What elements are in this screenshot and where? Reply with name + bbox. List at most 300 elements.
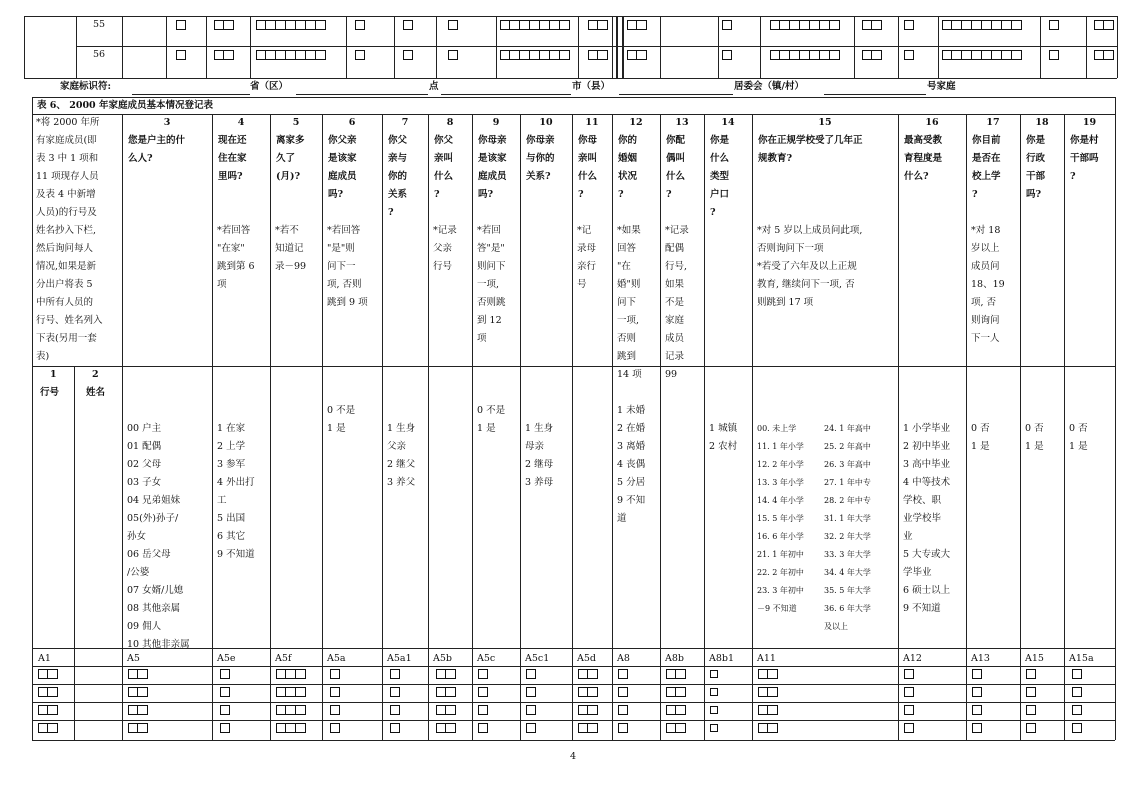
education-code: 12. 2 年小学 [757,460,804,469]
instruction-note: *对 5 岁以上成员问此项, [757,225,863,236]
instruction-note: 教育, 继续问下一项, 否 [757,279,855,290]
question-text: 婚姻 [618,153,638,164]
answer-field[interactable] [1072,705,1082,717]
question-text: 吗? [1026,189,1042,200]
answer-box[interactable] [904,705,914,715]
answer-option: 9 不知道 [217,549,255,560]
instruction-note: 项, 否 [971,297,997,308]
answer-box[interactable] [1026,723,1036,733]
answer-option: 2 在婚 [617,423,646,434]
answer-box[interactable] [710,688,718,696]
education-code: 26. 3 年高中 [824,460,871,469]
answer-box[interactable] [676,687,686,697]
answer-field[interactable] [904,687,914,699]
col1-intro-line: 下表(另用一套 [36,333,97,344]
answer-box[interactable] [128,723,138,733]
answer-field[interactable] [128,669,148,681]
answer-box[interactable] [296,669,306,679]
question-text: 关系? [526,171,551,182]
answer-box[interactable] [618,705,628,715]
col1-intro-line: 行号、姓名列入 [36,315,103,326]
answer-box[interactable] [1072,669,1082,679]
instruction-note: "在家" [217,243,245,254]
answer-option: 07 女婿/儿媳 [127,585,184,596]
answer-box[interactable] [588,705,598,715]
variable-code: A5d [577,653,596,664]
question-text: 你母亲 [478,135,507,146]
answer-field[interactable] [972,687,982,699]
answer-box[interactable] [618,723,628,733]
answer-box[interactable] [220,687,230,697]
answer-box[interactable] [768,687,778,697]
answer-option: 1 城镇 [709,423,738,434]
question-text: 你是 [710,135,730,146]
answer-field[interactable] [618,723,628,735]
answer-box[interactable] [1072,705,1082,715]
answer-field[interactable] [972,669,982,681]
answer-box[interactable] [138,669,148,679]
answer-field[interactable] [526,723,536,735]
answer-field[interactable] [1026,723,1036,735]
answer-box[interactable] [1072,687,1082,697]
answer-field[interactable] [666,723,686,735]
answer-box[interactable] [446,723,456,733]
answer-field[interactable] [666,705,686,717]
answer-box[interactable] [526,705,536,715]
answer-box[interactable] [390,687,400,697]
answer-option: 1 是 [1025,441,1044,452]
answer-box[interactable] [904,669,914,679]
variable-code: A15a [1069,653,1094,664]
answer-box[interactable] [768,705,778,715]
answer-box[interactable] [296,705,306,715]
answer-box[interactable] [972,723,982,733]
answer-field[interactable] [758,705,778,717]
answer-field[interactable] [666,687,686,699]
question-text: 吗? [478,189,494,200]
instruction-note: 家庭 [665,315,685,326]
education-code: 00. 未上学 [757,424,797,433]
education-code: 28. 2 年中专 [824,496,871,505]
answer-box[interactable] [676,723,686,733]
answer-option: 9 不知 [617,495,646,506]
answer-box[interactable] [676,669,686,679]
instruction-note: 记录 [665,351,685,362]
answer-field[interactable] [710,706,718,718]
instruction-note: 项 [477,333,487,344]
answer-field[interactable] [618,669,628,681]
answer-option: 5 分居 [617,477,646,488]
instruction-note: 问下 [617,297,637,308]
answer-box[interactable] [676,705,686,715]
question-text: 里吗? [218,171,243,182]
answer-option: 学毕业 [903,567,932,578]
answer-field[interactable] [128,723,148,735]
answer-box[interactable] [296,687,306,697]
question-number: 12 [629,117,643,128]
question-text: 你的 [618,135,638,146]
answer-field[interactable] [526,687,536,699]
col1-intro-line: 表 3 中 1 项和 [36,153,99,164]
answer-box[interactable] [276,687,286,697]
answer-box[interactable] [48,705,58,715]
question-text: 规教育? [758,153,793,164]
point-label: 点 [429,81,439,92]
answer-box[interactable] [972,705,982,715]
instruction-note: 18、19 [971,279,1005,290]
question-text: 与你的 [526,153,555,164]
answer-box[interactable] [710,670,718,678]
question-text: 校上学 [972,171,1001,182]
answer-field[interactable] [478,705,488,717]
answer-box[interactable] [446,705,456,715]
table-title: 表 6、 2000 年家庭成员基本情况登记表 [37,100,213,111]
instruction-note: *若回 [477,225,501,236]
col1-intro-line: 及表 4 中新增 [36,189,96,200]
answer-field[interactable] [526,669,536,681]
answer-box[interactable] [220,669,230,679]
instruction-note: 则问下 [477,261,506,272]
answer-field[interactable] [436,705,456,717]
question-text: 什么? [904,171,929,182]
answer-box[interactable] [588,687,598,697]
question-number: 6 [348,117,356,128]
answer-field[interactable] [330,669,340,681]
answer-box[interactable] [128,687,138,697]
answer-box[interactable] [588,669,598,679]
answer-option: 10 其他非亲属 [127,639,190,650]
answer-option: 4 外出打 [217,477,255,488]
answer-box[interactable] [526,669,536,679]
answer-box[interactable] [578,723,588,733]
answer-box[interactable] [48,687,58,697]
question-text: 你母 [578,135,598,146]
answer-option: 0 不是 [477,405,506,416]
education-code: 34. 4 年大学 [824,568,871,577]
variable-code: A5 [127,653,140,664]
answer-field[interactable] [904,669,914,681]
answer-box[interactable] [220,705,230,715]
answer-field[interactable] [478,687,488,699]
question-text: 庭成员 [328,171,357,182]
instruction-note: *若受了六年及以上正规 [757,261,857,272]
answer-box[interactable] [526,687,536,697]
answer-field[interactable] [1026,669,1036,681]
answer-field[interactable] [276,669,306,681]
question-number: 11 [585,117,599,128]
instruction-note: "是"则 [327,243,355,254]
answer-field[interactable] [276,687,306,699]
answer-field[interactable] [276,723,306,735]
answer-box[interactable] [758,705,768,715]
answer-option: 孙女 [127,531,147,542]
answer-box[interactable] [48,669,58,679]
answer-option: 01 配偶 [127,441,162,452]
answer-box[interactable] [38,687,48,697]
instruction-note: 成员 [665,333,685,344]
answer-box[interactable] [1026,705,1036,715]
answer-box[interactable] [1026,687,1036,697]
answer-option: 0 否 [1069,423,1088,434]
answer-box[interactable] [972,687,982,697]
answer-box[interactable] [38,723,48,733]
answer-box[interactable] [478,723,488,733]
instruction-note: 否则跳 [477,297,506,308]
answer-box[interactable] [1026,669,1036,679]
answer-field[interactable] [128,705,148,717]
question-text: ? [1070,171,1076,182]
answer-field[interactable] [436,669,456,681]
answer-field[interactable] [618,705,628,717]
answer-field[interactable] [390,705,400,717]
answer-field[interactable] [220,705,230,717]
answer-field[interactable] [276,705,306,717]
answer-box[interactable] [526,723,536,733]
answer-box[interactable] [758,669,768,679]
answer-box[interactable] [390,705,400,715]
answer-field[interactable] [220,669,230,681]
answer-box[interactable] [710,706,718,714]
question-text: 现在还 [218,135,247,146]
answer-box[interactable] [128,669,138,679]
answer-box[interactable] [972,669,982,679]
question-text: 你是 [1026,135,1046,146]
answer-option: 1 小学毕业 [903,423,951,434]
answer-field[interactable] [578,669,598,681]
answer-field[interactable] [578,705,598,717]
instruction-note: 成员问 [971,261,1000,272]
answer-field[interactable] [38,687,58,699]
question-text: ? [972,189,978,200]
answer-box[interactable] [578,687,588,697]
answer-box[interactable] [618,669,628,679]
education-code: 14. 4 年小学 [757,496,804,505]
answer-field[interactable] [758,723,778,735]
answer-box[interactable] [478,687,488,697]
instruction-note: 行号, [665,261,688,272]
answer-field[interactable] [330,705,340,717]
answer-box[interactable] [446,687,456,697]
answer-option: 1 是 [477,423,496,434]
answer-box[interactable] [578,669,588,679]
answer-field[interactable] [390,669,400,681]
answer-option: 4 丧偶 [617,459,646,470]
answer-box[interactable] [38,705,48,715]
answer-box[interactable] [666,669,676,679]
answer-field[interactable] [578,687,598,699]
answer-field[interactable] [1072,687,1082,699]
answer-option: 道 [617,513,627,524]
question-text: 么人? [128,153,153,164]
answer-box[interactable] [286,723,296,733]
answer-box[interactable] [330,705,340,715]
answer-field[interactable] [758,669,778,681]
answer-field[interactable] [972,705,982,717]
question-text: 行政 [1026,153,1046,164]
answer-field[interactable] [972,723,982,735]
answer-box[interactable] [128,705,138,715]
answer-field[interactable] [436,723,456,735]
instruction-note: 否则询问下一项 [757,243,824,254]
education-code: 13. 3 年小学 [757,478,804,487]
answer-box[interactable] [904,723,914,733]
answer-box[interactable] [666,705,676,715]
city-label: 市（县） [572,81,611,92]
education-code: 23. 3 年初中 [757,586,804,595]
question-text: ? [434,189,440,200]
answer-field[interactable] [710,670,718,682]
variable-code: A8b1 [709,653,735,664]
answer-field[interactable] [1026,687,1036,699]
answer-option: 6 其它 [217,531,246,542]
question-text: 你父 [388,135,408,146]
answer-option: 6 硕士以上 [903,585,951,596]
col1-intro-line: 然后询问每人 [36,243,94,254]
answer-box[interactable] [138,687,148,697]
answer-box[interactable] [768,723,778,733]
answer-box[interactable] [768,669,778,679]
answer-option: 父亲 [387,441,407,452]
answer-option: 3 离婚 [617,441,646,452]
answer-box[interactable] [618,687,628,697]
answer-box[interactable] [390,669,400,679]
answer-field[interactable] [710,724,718,736]
answer-box[interactable] [330,669,340,679]
answer-box[interactable] [436,687,446,697]
answer-field[interactable] [390,723,400,735]
variable-code: A5b [433,653,452,664]
instruction-note: *若回答 [327,225,361,236]
question-number: 8 [446,117,454,128]
answer-box[interactable] [904,687,914,697]
question-text: ? [710,207,716,218]
answer-box[interactable] [296,723,306,733]
question-number: 16 [925,117,939,128]
answer-field[interactable] [330,723,340,735]
answer-field[interactable] [390,687,400,699]
answer-field[interactable] [38,669,58,681]
instruction-note: *若不 [275,225,299,236]
answer-box[interactable] [48,723,58,733]
answer-box[interactable] [286,687,296,697]
answer-box[interactable] [138,705,148,715]
answer-field[interactable] [618,687,628,699]
question-text: 什么 [710,153,730,164]
education-code: 21. 1 年初中 [757,550,804,559]
answer-box[interactable] [1072,723,1082,733]
answer-option: 5 出国 [217,513,246,524]
education-code: 31. 1 年大学 [824,514,871,523]
answer-box[interactable] [38,669,48,679]
answer-field[interactable] [38,723,58,735]
answer-option: 母亲 [525,441,545,452]
question-text: 离家多 [276,135,305,146]
col1-intro-line: 表) [36,351,50,362]
answer-field[interactable] [1026,705,1036,717]
answer-option: 3 参军 [217,459,246,470]
answer-box[interactable] [478,705,488,715]
answer-field[interactable] [128,687,148,699]
answer-box[interactable] [436,669,446,679]
answer-field[interactable] [38,705,58,717]
row-number-55: 55 [93,19,106,30]
answer-box[interactable] [286,705,296,715]
answer-box[interactable] [666,687,676,697]
answer-box[interactable] [588,723,598,733]
instruction-note: 项 [217,279,227,290]
answer-option: 3 高中毕业 [903,459,951,470]
education-code: 27. 1 年中专 [824,478,871,487]
answer-box[interactable] [390,723,400,733]
answer-option: 学校、职 [903,495,942,506]
answer-field[interactable] [710,688,718,700]
answer-box[interactable] [710,724,718,732]
answer-field[interactable] [436,687,456,699]
answer-box[interactable] [758,687,768,697]
instruction-note: 行号 [433,261,453,272]
answer-box[interactable] [276,705,286,715]
answer-field[interactable] [758,687,778,699]
answer-field[interactable] [1072,723,1082,735]
answer-field[interactable] [904,705,914,717]
variable-code: A11 [757,653,776,664]
instruction-note: 如果 [665,279,685,290]
question-text: 干部 [1026,171,1046,182]
instruction-note: 父亲 [433,243,453,254]
question-text: 住在家 [218,153,247,164]
answer-box[interactable] [578,705,588,715]
answer-box[interactable] [446,669,456,679]
answer-field[interactable] [666,669,686,681]
answer-box[interactable] [758,723,768,733]
question-text: 是该家 [328,153,357,164]
col1-intro-line: 人员)的行号及 [36,207,97,218]
answer-box[interactable] [138,723,148,733]
answer-box[interactable] [478,669,488,679]
question-text: ? [578,189,584,200]
answer-field[interactable] [220,687,230,699]
education-code: 24. 1 年高中 [824,424,871,433]
variable-code: A8b [665,653,684,664]
answer-field[interactable] [330,687,340,699]
variable-code: A15 [1025,653,1044,664]
answer-field[interactable] [478,723,488,735]
answer-box[interactable] [276,723,286,733]
answer-box[interactable] [330,687,340,697]
answer-box[interactable] [276,669,286,679]
answer-box[interactable] [666,723,676,733]
education-code: 16. 6 年小学 [757,532,804,541]
instruction-note: 亲行 [577,261,597,272]
answer-field[interactable] [1072,669,1082,681]
answer-field[interactable] [478,669,488,681]
answer-field[interactable] [526,705,536,717]
question-number: 15 [818,117,832,128]
variable-code: A5a1 [387,653,412,664]
answer-field[interactable] [904,723,914,735]
answer-box[interactable] [286,669,296,679]
answer-field[interactable] [220,723,230,735]
instruction-note: *如果 [617,225,641,236]
answer-box[interactable] [436,705,446,715]
col1-number: 1 [50,369,57,380]
answer-box[interactable] [436,723,446,733]
answer-box[interactable] [330,723,340,733]
question-number: 7 [401,117,409,128]
answer-box[interactable] [220,723,230,733]
variable-code: A12 [903,653,922,664]
answer-field[interactable] [578,723,598,735]
